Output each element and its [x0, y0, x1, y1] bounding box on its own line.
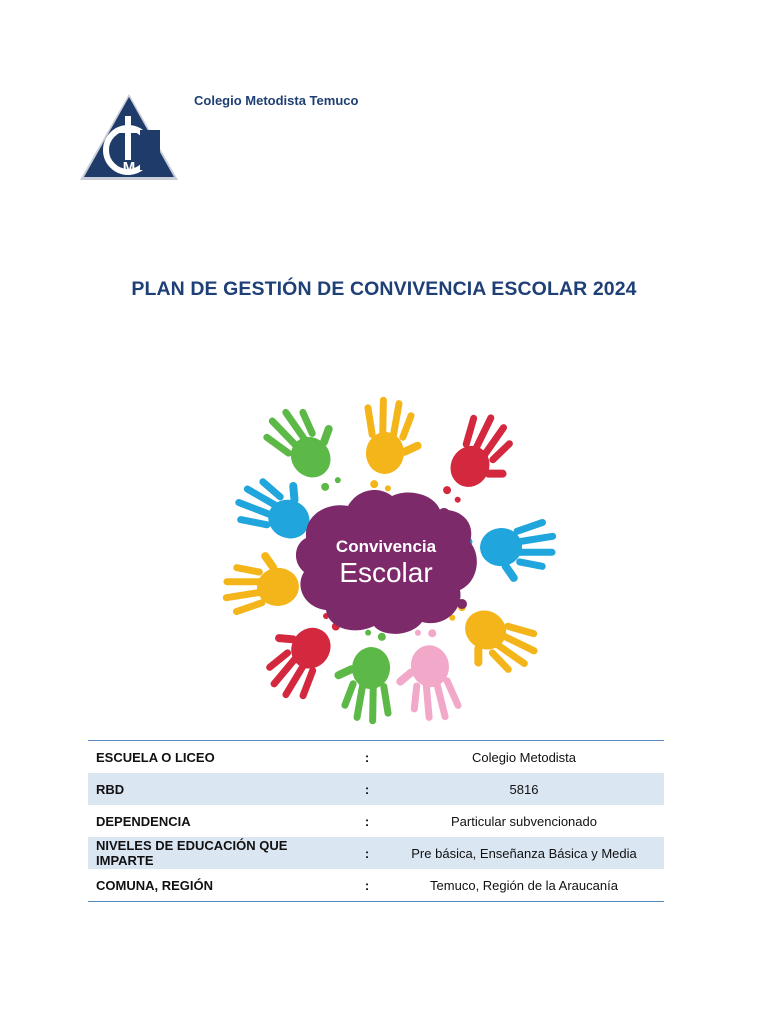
row-colon: : [350, 869, 384, 902]
table-row [88, 773, 664, 805]
school-logo-icon [78, 92, 180, 186]
document-title: PLAN DE GESTIÓN DE CONVIVENCIA ESCOLAR 2024 [131, 278, 637, 300]
row-value: 5816 [384, 773, 664, 805]
table-row [88, 869, 664, 902]
row-label: ESCUELA O LICEO [88, 741, 350, 774]
row-value: Pre básica, Enseñanza Básica y Media [384, 837, 664, 869]
hand-pink-bottom [387, 624, 465, 726]
row-value: Particular subvencionado [451, 813, 597, 829]
table-row [88, 805, 664, 837]
row-colon: : [350, 741, 384, 774]
hand-yellow-top [357, 396, 427, 494]
row-colon: : [350, 773, 384, 805]
row-label: DEPENDENCIA [96, 813, 191, 829]
hand-blue-right [461, 517, 560, 587]
table-row [88, 837, 664, 869]
row-label: COMUNA, REGIÓN [88, 869, 350, 902]
row-colon: : [364, 813, 370, 829]
row-colon: : [350, 837, 384, 869]
convivencia-escolar-emblem [208, 396, 562, 726]
hand-green-bottom [329, 627, 399, 726]
school-info-table [88, 740, 664, 902]
school-name: Colegio Metodista Temuco [194, 93, 359, 108]
hand-red-top-right [429, 405, 530, 518]
emblem-line1: Convivencia [335, 537, 437, 556]
row-label: NIVELES DE EDUCACIÓN QUE IMPARTE [88, 837, 350, 869]
row-value: Colegio Metodista [384, 741, 664, 774]
table-row [88, 741, 664, 774]
row-label: RBD [88, 773, 350, 805]
row-value: Temuco, Región de la Araucanía [384, 869, 664, 902]
emblem-line2: Escolar [339, 557, 433, 588]
svg-text:M: M [122, 159, 136, 176]
